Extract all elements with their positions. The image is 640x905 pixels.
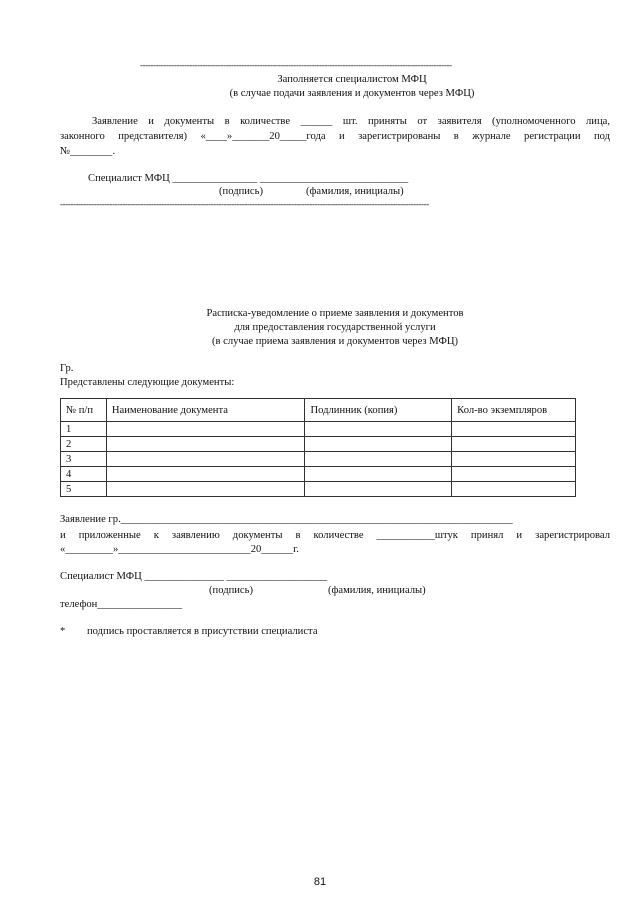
footnote-text: подпись проставляется в присутствии специалиста	[87, 626, 318, 637]
top-section-subtitle: (в случае подачи заявления и документов через МФЦ)	[229, 88, 475, 99]
table-row	[61, 482, 576, 497]
table-row	[61, 452, 576, 467]
receipt-specialist-line: Специалист МФЦ _______________ ___________________	[60, 571, 328, 582]
row-document-name	[106, 482, 305, 497]
row-original-copy	[305, 452, 452, 467]
top-dashed-divider: ------------------------------------------------------------------------------------------------------------------------	[140, 60, 452, 70]
top-specialist-line: Специалист МФЦ ________________ ____________________________	[88, 173, 409, 184]
top-paragraph-line-1: Заявление и документы в количестве ______ шт. приняты от заявителя (уполномоченного лица,	[92, 116, 610, 127]
row-original-copy	[305, 482, 452, 497]
citizen-label: Гр.	[60, 363, 74, 374]
row-document-name	[106, 437, 305, 452]
row-number: 3	[61, 452, 107, 467]
receipt-condition: (в случае приема заявления и документов через МФЦ)	[211, 336, 459, 347]
row-copies-count	[452, 437, 576, 452]
receipt-title: Расписка-уведомление о приеме заявления и документов	[206, 308, 464, 319]
row-number: 2	[61, 437, 107, 452]
row-copies-count	[452, 467, 576, 482]
table-header-row	[61, 399, 576, 422]
row-original-copy	[305, 467, 452, 482]
top-section-title: Заполняется специалистом МФЦ	[277, 74, 427, 85]
statement-line-1: Заявление гр.__________________________________________________________________________	[60, 514, 513, 525]
documents-table	[60, 398, 576, 497]
receipt-caption-signature: (подпись)	[209, 585, 253, 596]
footnote-mark: *	[60, 626, 66, 637]
statement-line-3: «_________»_________________________20______г.	[60, 544, 299, 555]
row-copies-count	[452, 452, 576, 467]
row-copies-count	[452, 482, 576, 497]
receipt-subtitle: для предоставления государственной услуги	[234, 322, 436, 333]
table-row	[61, 437, 576, 452]
receipt-caption-name: (фамилия, инициалы)	[328, 585, 426, 596]
page-number: 81	[313, 876, 327, 888]
table-row	[61, 422, 576, 437]
top-paragraph-line-3: №________.	[60, 146, 116, 157]
row-copies-count	[452, 422, 576, 437]
bottom-dashed-divider: ----------------------------------------------------------------------------------------------------------------------------------------------	[60, 199, 429, 209]
phone-line: телефон________________	[60, 599, 183, 610]
table-row	[61, 467, 576, 482]
header-original-copy: Подлинник (копия)	[305, 399, 452, 422]
header-document-name: Наименование документа	[106, 399, 305, 422]
row-number: 5	[61, 482, 107, 497]
top-paragraph-line-2: законного представителя) «____»_______20_____года и зарегистрированы в журнале регистрации под	[60, 131, 610, 142]
row-document-name	[106, 422, 305, 437]
top-caption-name: (фамилия, инициалы)	[306, 186, 404, 197]
row-number: 1	[61, 422, 107, 437]
row-number: 4	[61, 467, 107, 482]
row-original-copy	[305, 437, 452, 452]
header-number: № п/п	[61, 399, 107, 422]
row-document-name	[106, 467, 305, 482]
top-caption-signature: (подпись)	[219, 186, 263, 197]
row-document-name	[106, 452, 305, 467]
header-copies-count: Кол-во экземпляров	[452, 399, 576, 422]
row-original-copy	[305, 422, 452, 437]
presented-documents-label: Представлены следующие документы:	[60, 377, 235, 388]
statement-line-2: и приложенные к заявлению документы в количестве ___________штук принял и зарегистрировал	[60, 530, 610, 541]
